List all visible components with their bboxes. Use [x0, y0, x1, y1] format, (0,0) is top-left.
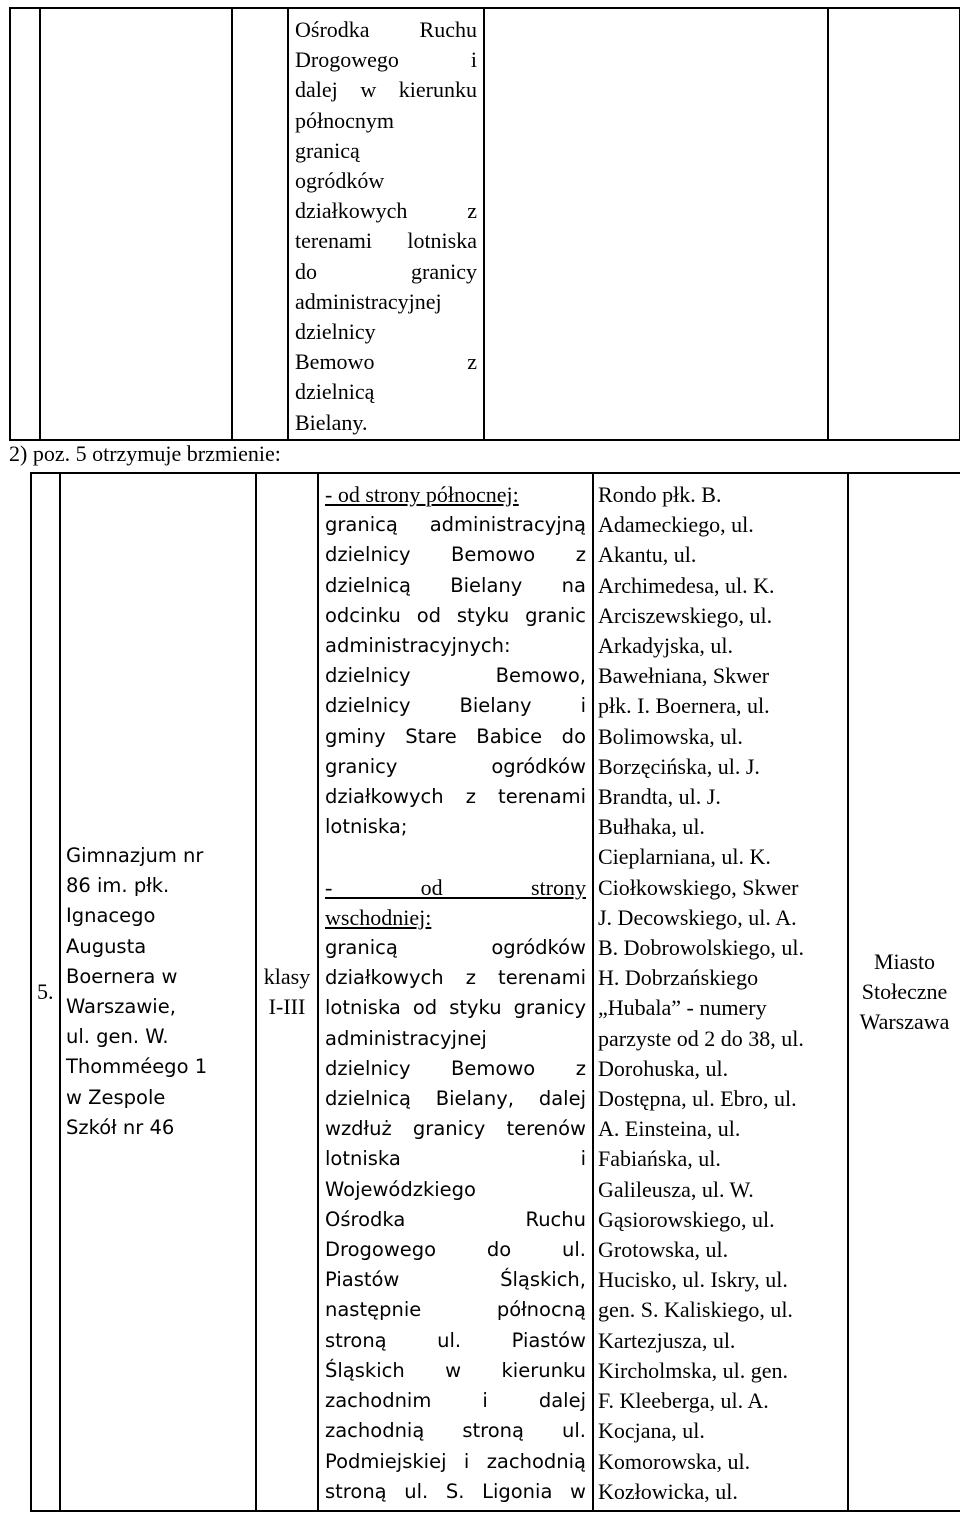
- boundary-description-cell: [288, 8, 484, 440]
- text-line: Akantu, ul.: [598, 542, 697, 568]
- school-cell: [40, 8, 232, 440]
- text-line: Warszawa: [859, 1009, 950, 1034]
- text-line: działkowych z: [295, 198, 477, 224]
- text-line: dzielnicy Bemowo z: [325, 543, 586, 567]
- north-section: [325, 480, 586, 1507]
- east-boundary-text: [325, 933, 586, 1507]
- text-line: ul. gen. W.: [66, 1025, 169, 1049]
- text-line: dzielnicy Bielany i: [325, 694, 586, 718]
- text-line: gen. S. Kaliskiego, ul.: [598, 1297, 793, 1323]
- text-line: Grotowska, ul.: [598, 1237, 729, 1263]
- number-cell: [31, 473, 60, 1511]
- text-line: dzielnicy Bemowo,: [325, 664, 586, 688]
- text-line: Ignacego: [66, 904, 156, 928]
- text-line: Wojewódzkiego: [325, 1177, 476, 1201]
- text-line: klasy: [263, 963, 311, 989]
- text-line: Boernera w: [66, 964, 178, 988]
- text-line: Kircholmska, ul. gen.: [598, 1357, 789, 1383]
- text-line: Kozłowicka, ul.: [598, 1478, 738, 1504]
- text-line: płk. I. Boernera, ul.: [598, 693, 770, 719]
- table-row: [10, 8, 960, 440]
- text-line: działkowych z terenami: [325, 785, 586, 809]
- boundary-description-cell: [318, 473, 593, 1511]
- text-line: Ośrodka Ruchu: [295, 17, 477, 42]
- text-line: Bułhaka, ul.: [598, 814, 705, 840]
- text-line: Śląskich w kierunku: [325, 1358, 586, 1382]
- text-line: zachodnim i dalej: [325, 1389, 586, 1413]
- text-line: działkowych z terenami: [325, 966, 586, 990]
- text-line: lotniska;: [325, 815, 408, 839]
- amendment-caption: 2) poz. 5 otrzymuje brzmienie:: [9, 441, 281, 466]
- spacer: [325, 842, 586, 872]
- city-name: [849, 947, 960, 1037]
- text-line: granicą: [295, 137, 360, 163]
- text-line: dzielnicą Bielany, dalej: [325, 1087, 586, 1111]
- text-line: Hucisko, ul. Iskry, ul.: [598, 1267, 788, 1293]
- text-line: następnie północną: [325, 1298, 586, 1322]
- text-line: dzielnicy Bemowo z: [325, 1056, 586, 1080]
- east-heading: [325, 873, 586, 933]
- text-line: Kocjana, ul.: [598, 1418, 705, 1444]
- classes-range: [257, 962, 317, 1022]
- text-line: J. Decowskiego, ul. A.: [598, 904, 797, 930]
- text-line: Podmiejskiej i zachodnią: [325, 1449, 586, 1473]
- streets-cell: [484, 8, 828, 440]
- text-line: ogródków: [295, 168, 385, 194]
- text-line: Borzęcińska, ul. J.: [598, 753, 760, 779]
- text-line: terenami lotniska: [295, 228, 477, 254]
- text-line: Warszawie,: [66, 995, 176, 1018]
- continuation-table: [9, 7, 960, 441]
- text-line: Komorowska, ul.: [598, 1448, 751, 1474]
- text-line: Rondo płk. B.: [598, 482, 722, 507]
- number-cell: [10, 8, 40, 440]
- text-line: Kartezjusza, ul.: [598, 1327, 736, 1353]
- text-line: „Hubala” - numery: [598, 995, 767, 1021]
- text-line: gminy Stare Babice do: [325, 724, 586, 748]
- text-line: lotniska i: [325, 1147, 586, 1171]
- text-line: H. Dobrzańskiego: [598, 965, 759, 991]
- text-line: Brandta, ul. J.: [598, 784, 721, 810]
- text-line: Dostępna, ul. Ebro, ul.: [598, 1086, 797, 1112]
- text-line: administracyjnej: [325, 1026, 487, 1050]
- city-cell: [848, 473, 960, 1511]
- text-line: Arkadyjska, ul.: [598, 633, 734, 659]
- school-cell: [60, 473, 256, 1511]
- text-line: Szkół nr 46: [66, 1115, 175, 1139]
- text-line: Galileusza, ul. W.: [598, 1176, 754, 1202]
- text-line: granicą administracyjną: [325, 513, 586, 537]
- text-line: Thomméego 1: [66, 1055, 208, 1079]
- classes-cell: [232, 8, 288, 440]
- text-line: Gąsiorowskiego, ul.: [598, 1206, 775, 1232]
- text-line: Ciołkowskiego, Skwer: [598, 874, 799, 900]
- text-line: F. Kleeberga, ul. A.: [598, 1388, 769, 1414]
- text-line: Augusta: [66, 934, 147, 958]
- text-line: wschodniej:: [325, 904, 432, 930]
- text-line: Drogowego i: [295, 47, 477, 73]
- text-line: dzielnicy: [295, 319, 376, 345]
- text-line: granicą ogródków: [325, 936, 586, 960]
- text-line: odcinku od styku granic: [325, 603, 586, 627]
- city-cell: [828, 8, 960, 440]
- table-row: [31, 473, 960, 1511]
- text-line: administracyjnych:: [325, 634, 511, 658]
- school-district-table: [30, 472, 960, 1512]
- text-line: Bemowo z: [295, 349, 477, 375]
- north-heading: - od strony północnej:: [325, 482, 519, 507]
- text-line: granicy ogródków: [325, 754, 586, 778]
- text-line: A. Einsteina, ul.: [598, 1116, 741, 1142]
- text-line: 86 im. płk.: [66, 874, 170, 898]
- row-number: 5.: [37, 978, 54, 1004]
- text-line: dzielnicą: [295, 379, 375, 405]
- text-line: Dorohuska, ul.: [598, 1055, 729, 1081]
- text-line: Miasto: [873, 949, 936, 974]
- boundary-description-text: [295, 15, 477, 438]
- text-line: Ośrodka Ruchu: [325, 1207, 586, 1231]
- classes-cell: [256, 473, 318, 1511]
- text-line: Gimnazjum nr: [66, 843, 204, 867]
- text-line: Cieplarniana, ul. K.: [598, 844, 771, 870]
- text-line: Bolimowska, ul.: [598, 723, 743, 749]
- streets-list: [598, 480, 843, 1507]
- text-line: dalej w kierunku: [295, 77, 477, 103]
- streets-cell: [593, 473, 848, 1511]
- text-line: Bielany.: [295, 409, 368, 435]
- text-line: Piastów Śląskich,: [325, 1268, 586, 1292]
- text-line: stroną ul. Piastów: [325, 1328, 586, 1352]
- text-line: wzdłuż granicy terenów: [325, 1117, 586, 1141]
- school-name: [66, 841, 255, 1143]
- text-line: parzyste od 2 do 38, ul.: [598, 1025, 804, 1051]
- text-line: I-III: [268, 994, 306, 1019]
- text-line: Drogowego do ul.: [325, 1238, 586, 1262]
- text-line: B. Dobrowolskiego, ul.: [598, 935, 804, 961]
- text-line: Bawełniana, Skwer: [598, 663, 770, 689]
- text-line: lotniska od styku granicy: [325, 996, 586, 1020]
- text-line: Fabiańska, ul.: [598, 1146, 721, 1172]
- text-line: północnym: [295, 107, 394, 133]
- text-line: Arciszewskiego, ul.: [598, 602, 773, 628]
- text-line: dzielnicą Bielany na: [325, 573, 586, 597]
- text-line: Stołeczne: [861, 979, 948, 1004]
- text-line: w Zespole: [66, 1085, 166, 1109]
- text-line: Archimedesa, ul. K.: [598, 572, 775, 598]
- text-line: do granicy: [295, 258, 477, 284]
- text-line: - od strony: [325, 874, 586, 900]
- text-line: zachodnią stroną ul.: [325, 1419, 586, 1443]
- text-line: administracyjnej: [295, 288, 442, 314]
- text-line: Adameckiego, ul.: [598, 512, 754, 538]
- text-line: stroną ul. S. Ligonia w: [325, 1479, 586, 1503]
- north-boundary-text: [325, 510, 586, 842]
